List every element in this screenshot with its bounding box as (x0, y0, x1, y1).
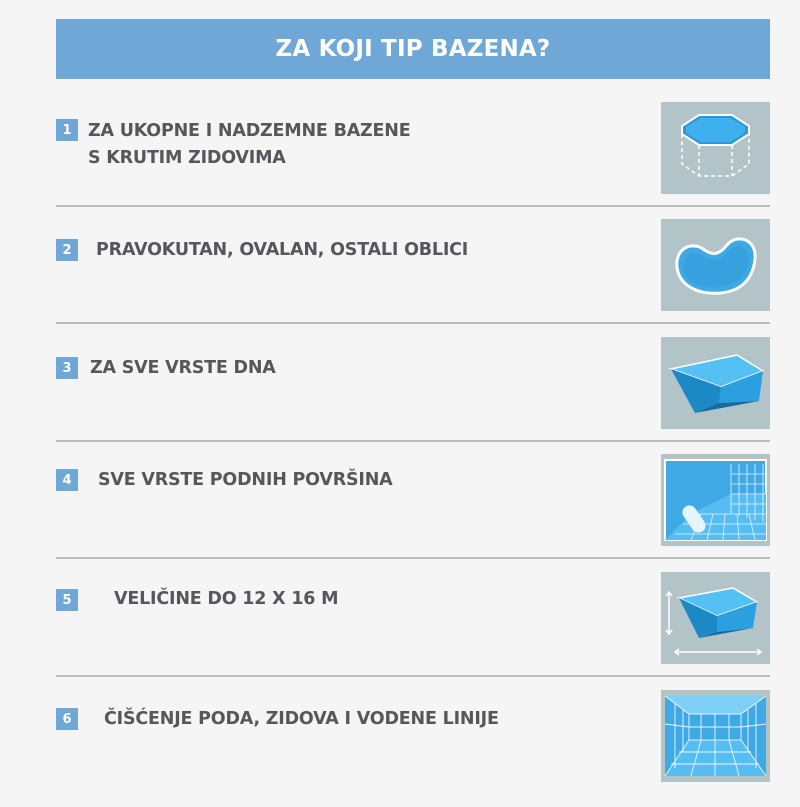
list-item (56, 572, 770, 689)
pool-floor-icon (661, 337, 770, 429)
list-item (56, 337, 770, 454)
item-text (104, 706, 499, 733)
tiled-floor-icon (661, 454, 770, 546)
list-item (56, 219, 770, 336)
item-label: ZA UKOPNE I NADZEMNE BAZENE (88, 121, 411, 141)
item-text (98, 467, 392, 494)
pool-walls-icon (661, 690, 770, 782)
divider (56, 205, 770, 207)
page-title: ZA KOJI TIP BAZENA? (56, 19, 770, 79)
item-label: SVE VRSTE PODNIH POVRŠINA (98, 470, 393, 490)
item-number: 1 (56, 119, 78, 141)
item-text (114, 586, 338, 613)
item-number: 2 (56, 239, 78, 261)
list-item (56, 102, 770, 219)
item-text (88, 118, 411, 172)
item-number: 4 (56, 469, 78, 491)
item-number: 5 (56, 589, 78, 611)
list-item (56, 454, 770, 571)
divider (56, 557, 770, 559)
kidney-pool-icon (661, 219, 770, 311)
divider (56, 322, 770, 324)
pool-size-icon (661, 572, 770, 664)
item-label: ZA SVE VRSTE DNA (90, 358, 276, 378)
item-label-line2: S KRUTIM ZIDOVIMA (88, 148, 286, 168)
item-text (96, 237, 468, 264)
item-number: 3 (56, 357, 78, 379)
divider (56, 440, 770, 442)
octagonal-pool-icon (661, 102, 770, 194)
list-item (56, 690, 770, 807)
item-label: VELIČINE DO 12 X 16 M (114, 589, 339, 609)
item-number: 6 (56, 708, 78, 730)
item-label: ČIŠĆENJE PODA, ZIDOVA I VODENE LINIJE (104, 709, 499, 729)
divider (56, 675, 770, 677)
item-label: PRAVOKUTAN, OVALAN, OSTALI OBLICI (96, 240, 469, 260)
item-text (90, 355, 276, 382)
